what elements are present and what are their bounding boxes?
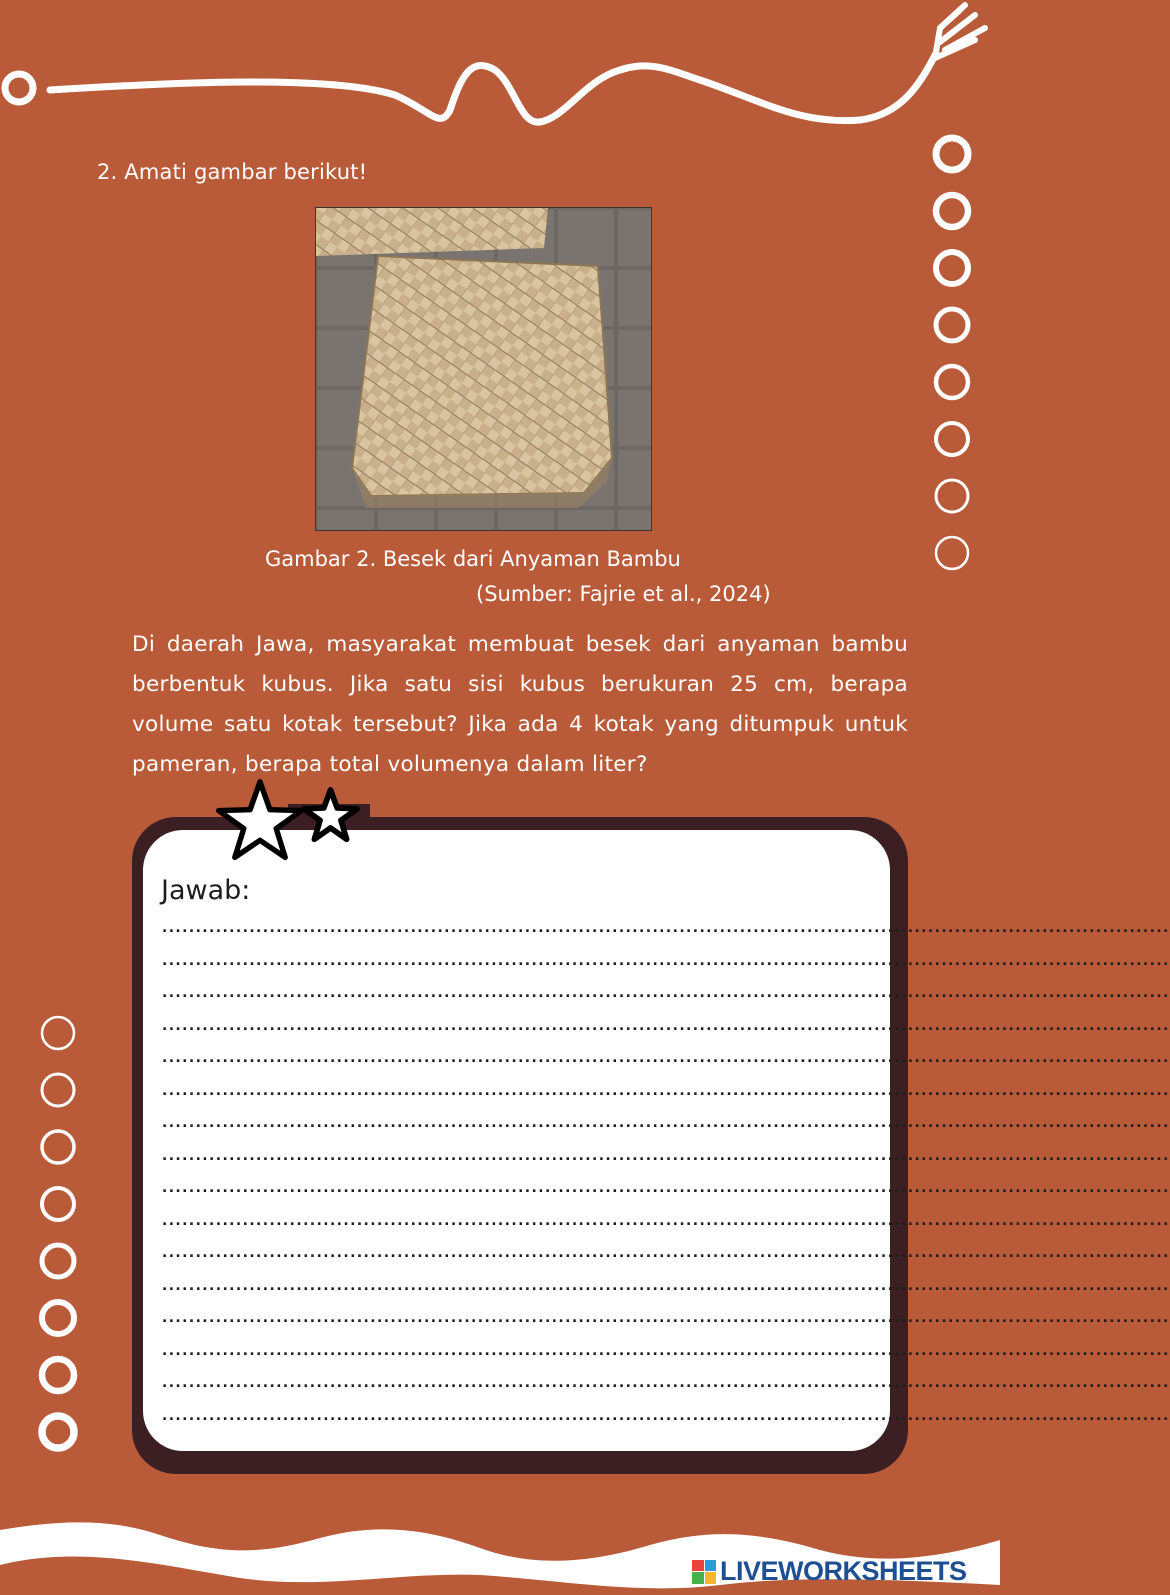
woven-bamboo-box-photo [315,207,652,531]
big-star-icon [219,782,302,858]
answer-label: Jawab: [161,875,251,906]
woven-box-illustration [316,208,651,530]
brand-name: LIVEWORKSHEETS [720,1556,967,1586]
answer-line[interactable]: ...................................................................................................................................................... [162,1277,1170,1294]
top-wavy-line [50,55,935,122]
answer-line[interactable]: ...................................................................................................................................................... [162,1147,1170,1164]
question-label: 2. Amati gambar berikut! [97,160,368,184]
answer-line[interactable]: ...................................................................................................................................................... [162,1180,1170,1196]
answer-line[interactable]: ...................................................................................................................................................... [162,1212,1170,1229]
answer-line[interactable]: ...................................................................................................................................................... [162,1245,1170,1261]
liveworksheets-brand[interactable] [692,1556,967,1587]
left-ring-column [42,1017,74,1448]
answer-line[interactable]: ...................................................................................................................................................... [162,1342,1170,1359]
answer-line[interactable]: ...................................................................................................................................................... [162,1082,1170,1099]
answer-line[interactable]: ...................................................................................................................................................... [162,952,1170,969]
line-start-ring-icon [5,74,33,102]
answer-line[interactable]: ...................................................................................................................................................... [162,1375,1170,1391]
right-ring-column [936,138,968,569]
answer-line[interactable]: ...................................................................................................................................................... [162,920,1170,936]
liveworksheets-logo-icon [692,1560,716,1584]
answer-lines[interactable] [162,916,1170,1436]
fork-icon [935,5,985,58]
question-paragraph: Di daerah Jawa, masyarakat membuat besek dari anyaman bambu berbentuk kubus. Jika satu sisi kubus berukuran 25 cm, berapa volume satu kotak tersebut? Jika ada 4 kotak yang ditumpuk untuk pameran, berapa total volumenya dalam liter? [132,632,908,777]
figure-source: (Sumber: Fajrie et al., 2024) [476,582,771,606]
answer-line[interactable]: ...................................................................................................................................................... [162,1407,1170,1424]
answer-line[interactable]: ...................................................................................................................................................... [162,1050,1170,1066]
small-star-icon [304,790,357,839]
answer-line[interactable]: ...................................................................................................................................................... [162,1310,1170,1326]
figure-caption: Gambar 2. Besek dari Anyaman Bambu [265,547,681,571]
answer-line[interactable]: ...................................................................................................................................................... [162,985,1170,1001]
answer-line[interactable]: ...................................................................................................................................................... [162,1115,1170,1131]
answer-line[interactable]: ...................................................................................................................................................... [162,1017,1170,1034]
stars-decoration [218,776,378,872]
